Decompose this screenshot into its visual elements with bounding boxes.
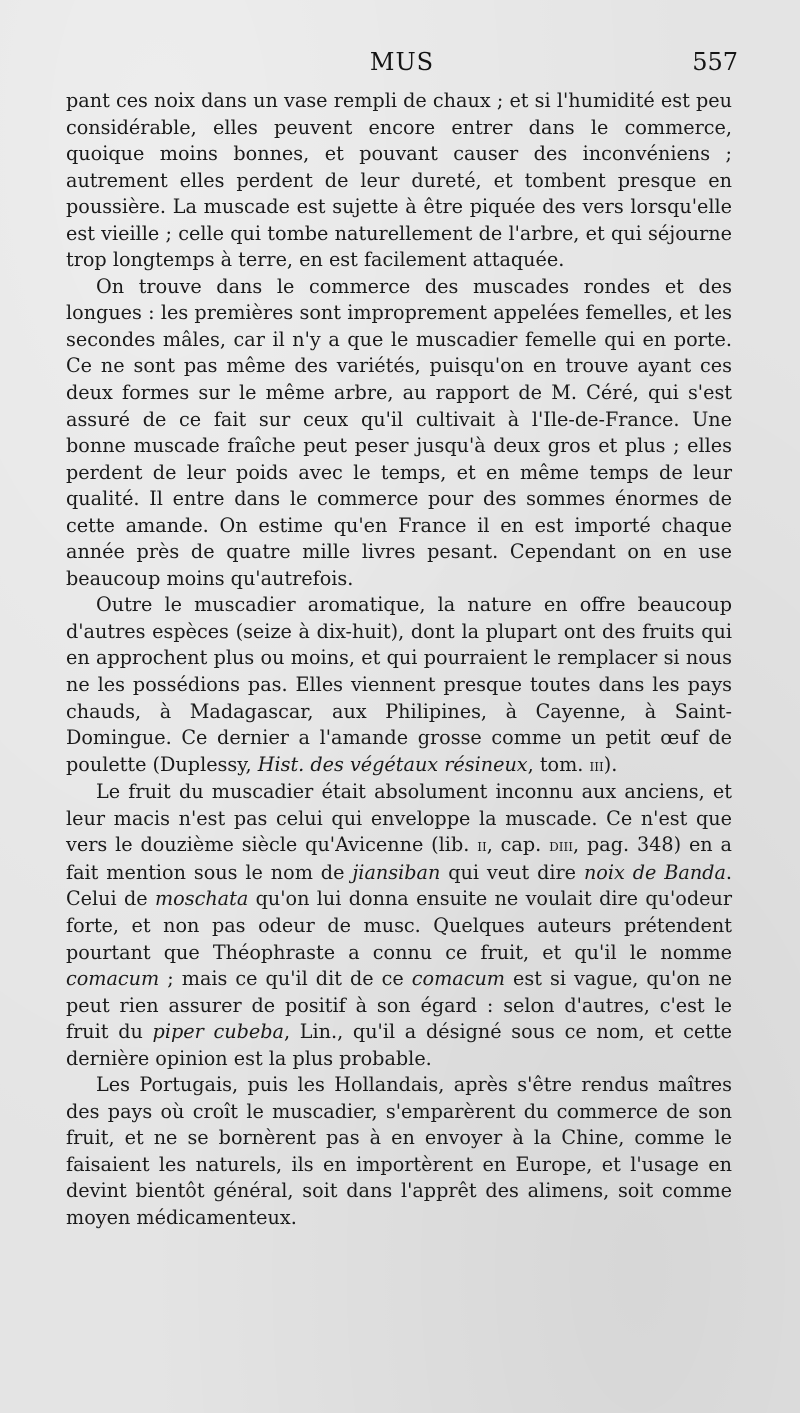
text-run: est si vague, qu'on ne peut rien assurer de positif à son égard : selon d'autres, c'est le fruit du: [66, 967, 732, 1044]
text-run: Le fruit du muscadier était absolument inconnu aux anciens, et leur macis n'est pas celui qui enveloppe la muscade. Ce n'est que vers le douzième siècle qu'Avicenne (lib.: [66, 780, 732, 857]
text-run: , pag. 348) en a fait mention sous le nom de: [66, 833, 732, 884]
page-header: [66, 48, 738, 88]
text-run: Outre le muscadier aromatique, la nature en offre beaucoup d'autres espèces (seize à dix-huit), dont la plupart ont des fruits qui en approchent plus ou moins, et qui pourraient le remplacer si nous ne les possédions pas. Elles viennent presque toutes dans les pays chauds, à Madagascar, aux Philipines, à Cayenne, à Saint-Domingue. Ce dernier a l'amande grosse comme un petit œuf de poulette (Duplessy,: [66, 593, 732, 776]
running-head: MUS: [369, 48, 435, 76]
text-run: Les Portugais, puis les Hollandais, après s'être rendus maîtres des pays où croît le muscadier, s'emparèrent du commerce de son fruit, et ne se bornèrent pas à en envoyer à la Chine, comme le faisaient les naturels, ils en importèrent en Europe, et l'usage en devint bientôt général, soit dans l'apprêt des alimens, soit comme moyen médicamenteux.: [66, 1073, 732, 1229]
text-run: ).: [603, 752, 618, 776]
italic-term: piper cubeba: [152, 1020, 284, 1044]
italic-term: moschata: [154, 887, 249, 911]
italic-term: noix de Banda: [583, 860, 726, 884]
text-run: ; mais ce qu'il dit de ce: [159, 967, 412, 991]
italic-term: comacum: [66, 967, 160, 991]
body-text: [66, 88, 732, 1232]
text-run: , tom.: [527, 752, 590, 776]
paragraph: [66, 592, 732, 779]
paragraph: [66, 88, 732, 274]
text-run: qui veut dire: [440, 860, 584, 884]
italic-term: jiansiban: [352, 860, 441, 884]
text-run: . Celui de: [66, 860, 733, 911]
page-number: 557: [692, 48, 738, 76]
roman-numeral: diii: [549, 836, 573, 857]
roman-numeral: ii: [477, 836, 487, 857]
text-run: , cap.: [486, 833, 550, 857]
paragraph: [66, 1072, 732, 1231]
text-run: qu'on lui donna ensuite ne voulait dire qu'odeur forte, et non pas odeur de musc. Quelques auteurs prétendent pourtant que Théophraste a connu ce fruit, et qu'il le nomme: [66, 887, 732, 964]
paragraph: [66, 274, 732, 593]
text-run: pant ces noix dans un vase rempli de chaux ; et si l'humidité est peu considérable, elles peuvent encore entrer dans le commerce, quoique moins bonnes, et pouvant causer des inconvéniens ; autrement elles perdent de leur dureté, et tombent presque en poussière. La muscade est sujette à être piquée des vers lorsqu'elle est vieille ; celle qui tombe naturellement de l'arbre, et qui séjourne trop longtemps à terre, en est facilement attaquée.: [66, 89, 732, 272]
italic-term: comacum: [411, 967, 505, 991]
text-run: On trouve dans le commerce des muscades rondes et des longues : les premières sont improprement appelées femelles, et les secondes mâles, car il n'y a que le muscadier femelle qui en porte. Ce ne sont pas même des variétés, puisqu'on en trouve ayant ces deux formes sur le même arbre, au rapport de M. Céré, qui s'est assuré de ce fait sur ceux qu'il cultivait à l'Ile-de-France. Une bonne muscade fraîche peut peser jusqu'à deux gros et plus ; elles perdent de leur poids avec le temps, et en même temps de leur qualité. Il entre dans le commerce pour des sommes énormes de cette amande. On estime qu'en France il en est importé chaque année près de quatre mille livres pesant. Cependant on en use beaucoup moins qu'autrefois.: [66, 274, 732, 590]
text-run: , Lin., qu'il a désigné sous ce nom, et cette dernière opinion est la plus probable.: [66, 1020, 732, 1070]
roman-numeral: iii: [589, 755, 604, 776]
paragraph: [66, 779, 732, 1072]
italic-term: Hist. des végétaux résineux: [257, 752, 528, 776]
